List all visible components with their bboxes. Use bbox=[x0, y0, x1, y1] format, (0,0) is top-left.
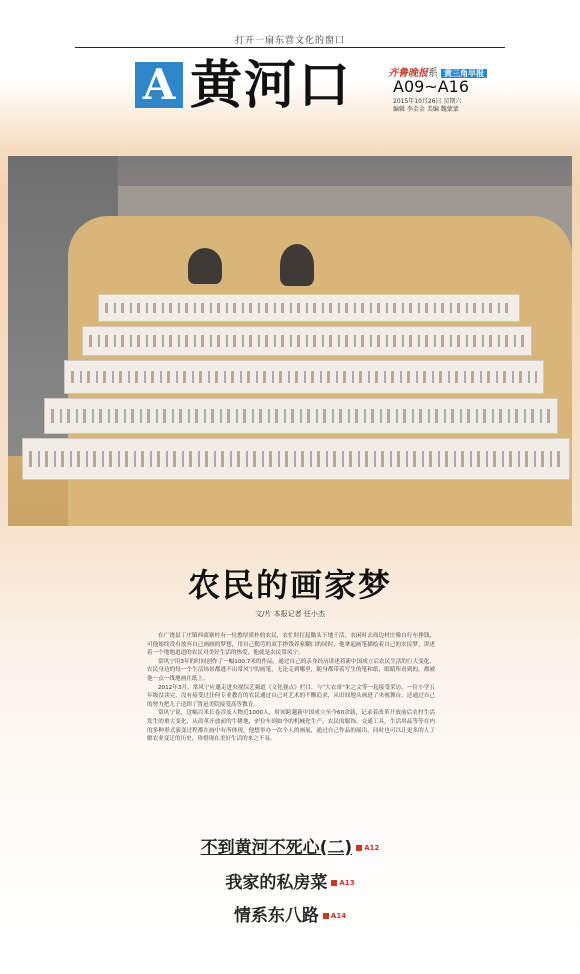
issue-date: 2015年10月26日 星期六 bbox=[393, 98, 462, 105]
section-logo: A bbox=[135, 62, 183, 108]
article-paragraph: 常风宁用3年的时间创作了一幅100.7米的作品，通过自己的亲身经历讲述着新中国成立后农民生活的巨大变化，农民身边的每一个生活场景都逃不出常风宁的画笔，无论走到哪里，随身都带着写生的笔和纸，眼睛所看到的，都被他一点一线地画在纸上。 bbox=[147, 658, 435, 682]
page-range: A09~A16 bbox=[393, 77, 470, 96]
cover-photo bbox=[8, 156, 572, 526]
article-headline: 农民的画家梦 bbox=[187, 566, 392, 604]
photo-person-2 bbox=[280, 244, 314, 286]
editors-credit: 编辑 李金金 美编 魏蒙蒙 bbox=[393, 106, 459, 113]
header-tagline: 打开一扇东营文化的窗口 bbox=[234, 36, 345, 46]
article-paragraph: 常风宁说，这幅百米长卷涉及人物近1000人，时间跨越新中国成立至今60余载，记录着改革开放前后农村生活发生的重大变化，从改革开放前的牛耕地，驴拉车到如今的机械化生产，农民的服饰，交通工具，生活用品等等在内的多种形式演变过程都在画中有所体现，他想举办一次个人的画展，通过自己作品的展出，同时也可以让更多的人了解农业变迁的历史，珍惜现在美好生活的来之不易。 bbox=[147, 710, 435, 743]
teaser-page: A12 bbox=[356, 844, 379, 852]
painting-scroll bbox=[64, 360, 544, 394]
section-title: 黄河口 bbox=[190, 55, 353, 116]
teaser-title[interactable]: 不到黄河不死心(二) bbox=[200, 838, 353, 858]
teaser-page: A13 bbox=[331, 879, 354, 887]
region-tag-text2: 早报 bbox=[468, 69, 484, 78]
painting-scroll bbox=[82, 326, 532, 356]
newspaper-name: 齐鲁晚报 bbox=[388, 68, 428, 79]
photo-person-1 bbox=[188, 248, 222, 284]
painting-scroll bbox=[22, 438, 570, 480]
teaser-link[interactable] bbox=[0, 833, 580, 858]
article-body bbox=[147, 632, 435, 744]
teaser-title[interactable]: 情系东八路 bbox=[233, 906, 319, 926]
teaser-link[interactable] bbox=[0, 901, 580, 926]
teaser-page: A14 bbox=[323, 912, 346, 920]
teaser-title[interactable]: 我家的私房菜 bbox=[225, 873, 328, 893]
article-paragraph: 在广饶县丁庄镇西商寨村有一位憨厚质朴的农民，农忙时扛起锄头下地干活，农闲时去周边村庄像自行车挣钱，可他始终没有放弃自己画画的梦想，用自己勤劳的双手挣钱养家糊口的同时，他拿起画笔描绘着自己的农民梦，讲述着一个地地道道的农民对美好生活的热爱，他就是农民常风宁。 bbox=[147, 633, 435, 657]
newspaper-suffix: 系 bbox=[428, 68, 438, 79]
article-paragraph: 2012年3月，常风宁应邀走进央视综艺频道《文化视点》栏目，与“大衣哥”朱之文等一起接受采访，一位小学五年级没读完，没有接受过任何专业教育的农民通过自己对艺术的不懈追求，从田间地头画进了央视舞台，还通过自己的努力把儿子送到了鲁迅美院接受高等教育。 bbox=[147, 684, 435, 708]
header-rule bbox=[75, 47, 505, 48]
painting-scroll bbox=[98, 294, 520, 322]
article-byline: 文/片 本报记者 任小杰 bbox=[255, 610, 325, 618]
region-tag-text: 黄三角 bbox=[444, 69, 468, 78]
teaser-link[interactable] bbox=[0, 868, 580, 893]
painting-scroll bbox=[44, 398, 558, 434]
